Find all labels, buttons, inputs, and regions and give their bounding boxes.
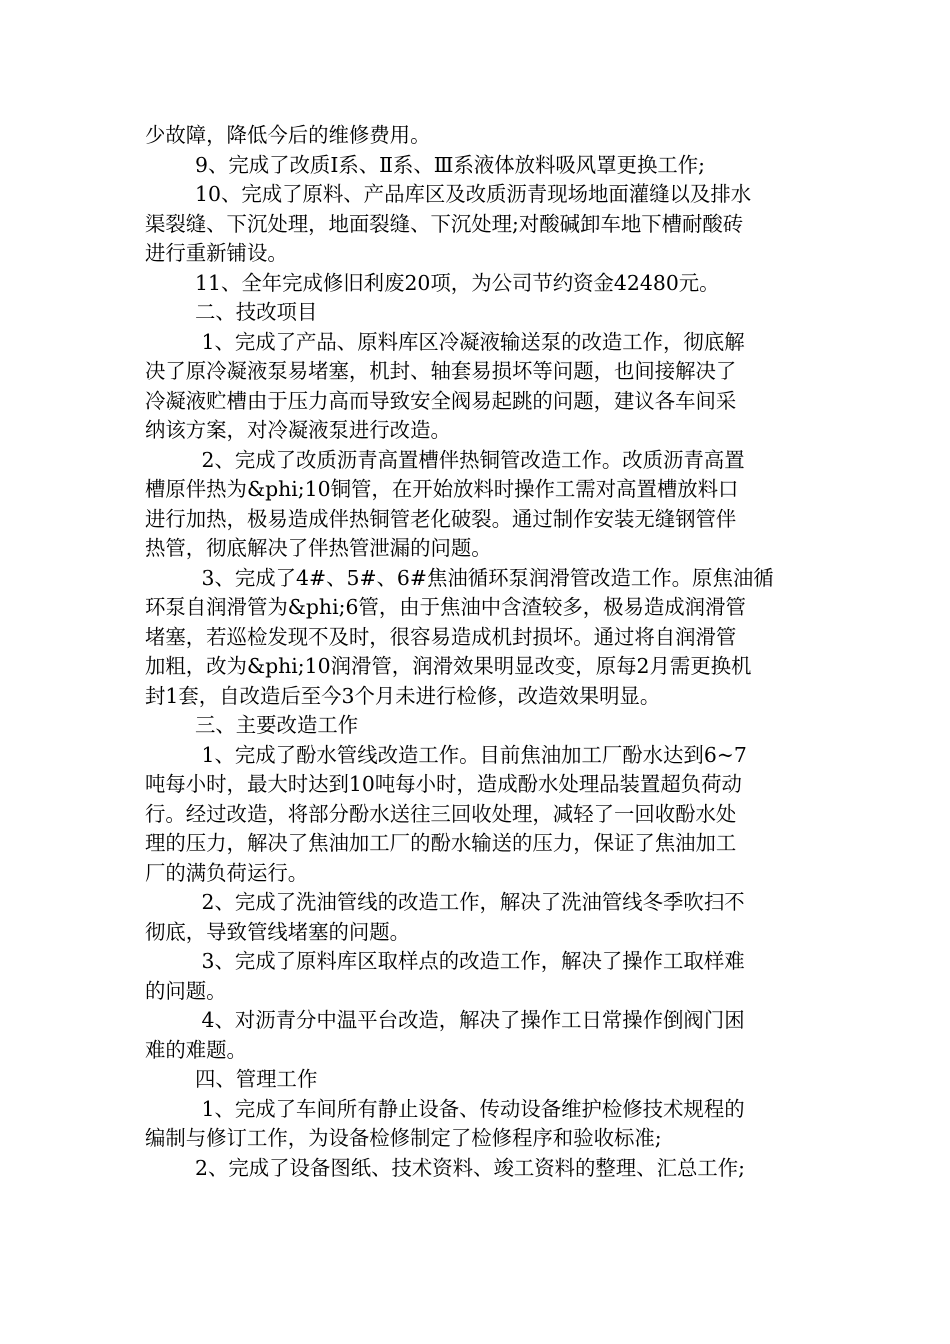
text-line: 彻底，导致管线堵塞的问题。 — [145, 919, 411, 944]
text-line: 二、技改项目 — [195, 300, 318, 324]
text-line: 热管，彻底解决了伴热管泄漏的问题。 — [145, 536, 492, 560]
text-line: 1、完成了产品、原料库区冷凝液输送泵的改造工作，彻底解 — [195, 329, 745, 354]
text-line: 决了原冷凝液泵易堵塞，机封、轴套易损坏等问题，也间接解决了 — [145, 359, 737, 383]
text-line: 厂的满负荷运行。 — [145, 860, 309, 885]
text-line: 四、管理工作 — [195, 1067, 318, 1091]
text-line: 的问题。 — [145, 978, 227, 1003]
text-line: 行。经过改造，将部分酚水送往三回收处理，减轻了一回收酚水处 — [145, 801, 737, 826]
text-line: 槽原伴热为&phi;10铜管，在开始放料时操作工需对高置槽放料口 — [145, 477, 739, 501]
text-line: 吨每小时，最大时达到10吨每小时，造成酚水处理品装置超负荷动 — [145, 772, 742, 796]
text-line: 2、完成了洗油管线的改造工作，解决了洗油管线冬季吹扫不 — [195, 890, 745, 914]
text-line: 渠裂缝、下沉处理，地面裂缝、下沉处理;对酸碱卸车地下槽耐酸砖 — [145, 211, 744, 236]
text-line: 进行加热，极易造成伴热铜管老化破裂。通过制作安装无缝钢管伴 — [145, 506, 737, 531]
text-line: 1、完成了车间所有静止设备、传动设备维护检修技术规程的 — [195, 1096, 745, 1121]
text-line: 9、完成了改质Ⅰ系、Ⅱ系、Ⅲ系液体放料吸风罩更换工作; — [195, 152, 706, 177]
text-line: 4、对沥青分中温平台改造，解决了操作工日常操作倒阀门困 — [195, 1008, 745, 1032]
text-line: 少故障，降低今后的维修费用。 — [145, 123, 431, 147]
text-line: 11、全年完成修旧利废20项，为公司节约资金42480元。 — [195, 270, 720, 295]
text-line: 难的难题。 — [145, 1037, 247, 1062]
text-line: 3、完成了4#、5#、6#焦油循环泵润滑管改造工作。原焦油循 — [195, 565, 774, 590]
document-body-text — [145, 121, 810, 1183]
text-line: 封1套，自改造后至今3个月未进行检修，改造效果明显。 — [145, 683, 661, 708]
text-line: 理的压力，解决了焦油加工厂的酚水输送的压力，保证了焦油加工 — [145, 831, 737, 855]
text-line: 冷凝液贮槽由于压力高而导致安全阀易起跳的问题，建议各车间采 — [145, 388, 737, 413]
text-line: 堵塞，若巡检发现不及时，很容易造成机封损坏。通过将自润滑管 — [145, 624, 737, 649]
text-line: 环泵自润滑管为&phi;6管，由于焦油中含渣较多，极易造成润滑管 — [145, 595, 746, 619]
text-line: 编制与修订工作，为设备检修制定了检修程序和验收标准; — [145, 1126, 662, 1150]
text-line: 10、完成了原料、产品库区及改质沥青现场地面灌缝以及排水 — [195, 182, 752, 206]
text-line: 三、主要改造工作 — [195, 713, 359, 737]
text-line: 1、完成了酚水管线改造工作。目前焦油加工厂酚水达到6~7 — [195, 742, 747, 767]
text-line: 纳该方案，对冷凝液泵进行改造。 — [145, 418, 451, 442]
text-line: 2、完成了改质沥青高置槽伴热铜管改造工作。改质沥青高置 — [195, 447, 745, 472]
text-line: 3、完成了原料库区取样点的改造工作，解决了操作工取样难 — [195, 949, 745, 973]
text-line: 2、完成了设备图纸、技术资料、竣工资料的整理、汇总工作; — [195, 1155, 745, 1180]
text-line: 进行重新铺设。 — [145, 241, 288, 265]
text-line: 加粗，改为&phi;10润滑管，润滑效果明显改变，原每2月需更换机 — [145, 654, 752, 678]
